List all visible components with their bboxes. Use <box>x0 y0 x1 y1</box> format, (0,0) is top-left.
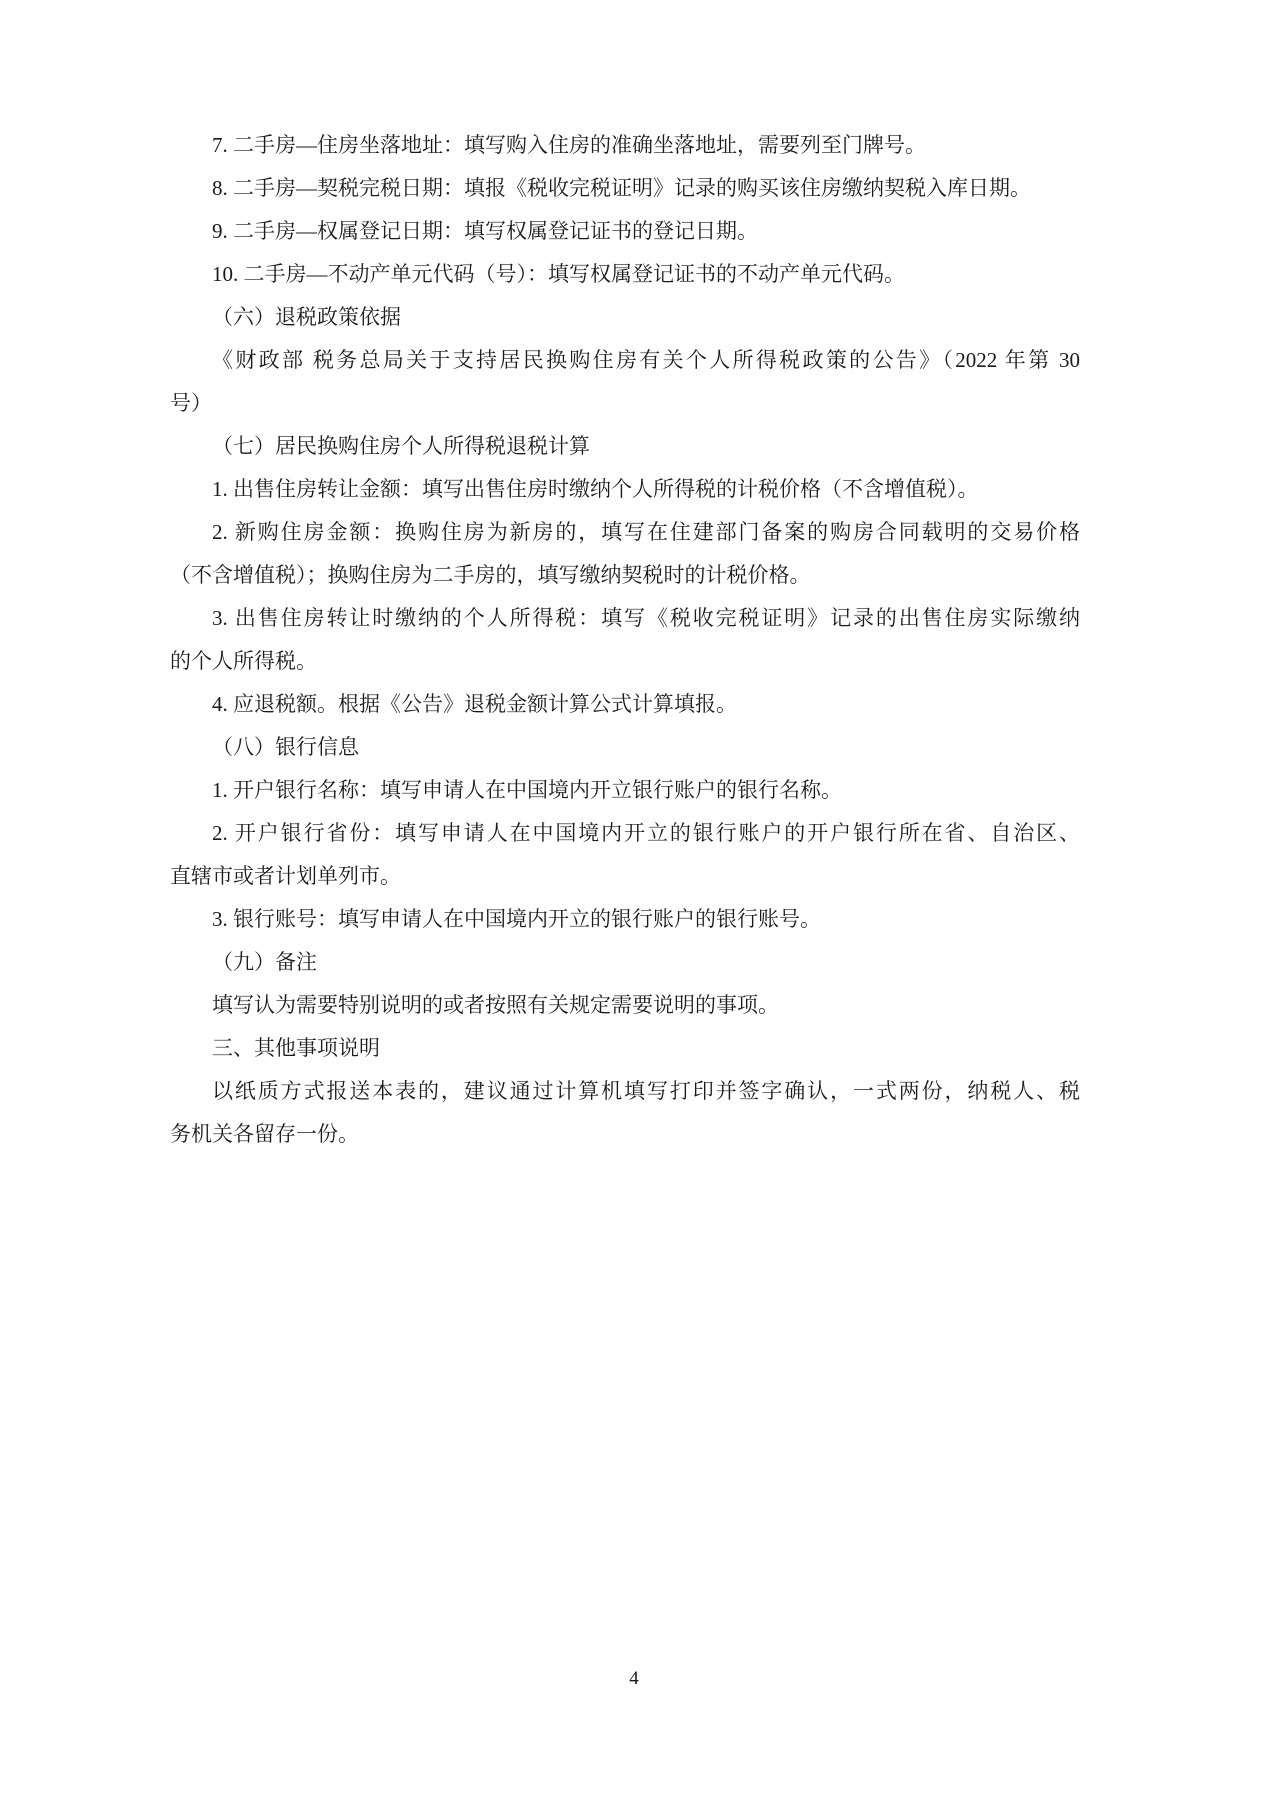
text-line: 的个人所得税。 <box>170 649 317 673</box>
text-line: （不含增值税）；换购住房为二手房的，填写缴纳契税时的计税价格。 <box>170 563 811 587</box>
text-line: 8. 二手房—契税完税日期：填报《税收完税证明》记录的购买该住房缴纳契税入库日期。 <box>212 176 1031 200</box>
text-line: 《财政部 税务总局关于支持居民换购住房有关个人所得税政策的公告》（2022 年第 30 <box>212 348 1080 372</box>
text-line: 1. 出售住房转让金额：填写出售住房时缴纳个人所得税的计税价格（不含增值税）。 <box>212 477 979 501</box>
text-line: 三、其他事项说明 <box>212 1036 380 1060</box>
text-line: 以纸质方式报送本表的，建议通过计算机填写打印并签字确认，一式两份，纳税人、税 <box>212 1079 1080 1103</box>
text-line: 9. 二手房—权属登记日期：填写权属登记证书的登记日期。 <box>212 219 758 243</box>
text-line: （六）退税政策依据 <box>212 305 401 329</box>
text-line: 务机关各留存一份。 <box>170 1122 359 1146</box>
text-line: 号） <box>170 391 212 415</box>
text-line: 直辖市或者计划单列市。 <box>170 864 401 888</box>
document-text <box>170 124 1080 1156</box>
text-line: （九）备注 <box>212 950 317 974</box>
text-line: 10. 二手房—不动产单元代码（号）：填写权属登记证书的不动产单元代码。 <box>212 262 905 286</box>
text-line: 2. 新购住房金额：换购住房为新房的，填写在住建部门备案的购房合同载明的交易价格 <box>212 520 1080 544</box>
text-line: 4. 应退税额。根据《公告》退税金额计算公式计算填报。 <box>212 692 737 716</box>
text-line: 7. 二手房—住房坐落地址：填写购入住房的准确坐落地址，需要列至门牌号。 <box>212 133 926 157</box>
text-line: 2. 开户银行省份：填写申请人在中国境内开立的银行账户的开户银行所在省、自治区、 <box>212 821 1080 845</box>
text-line: （八）银行信息 <box>212 735 359 759</box>
text-line: （七）居民换购住房个人所得税退税计算 <box>212 434 590 458</box>
page-number: 4 <box>629 1668 639 1689</box>
text-line: 3. 银行账号：填写申请人在中国境内开立的银行账户的银行账号。 <box>212 907 821 931</box>
text-line: 1. 开户银行名称：填写申请人在中国境内开立银行账户的银行名称。 <box>212 778 842 802</box>
text-line: 3. 出售住房转让时缴纳的个人所得税：填写《税收完税证明》记录的出售住房实际缴纳 <box>212 606 1080 630</box>
text-line: 填写认为需要特别说明的或者按照有关规定需要说明的事项。 <box>212 993 779 1017</box>
